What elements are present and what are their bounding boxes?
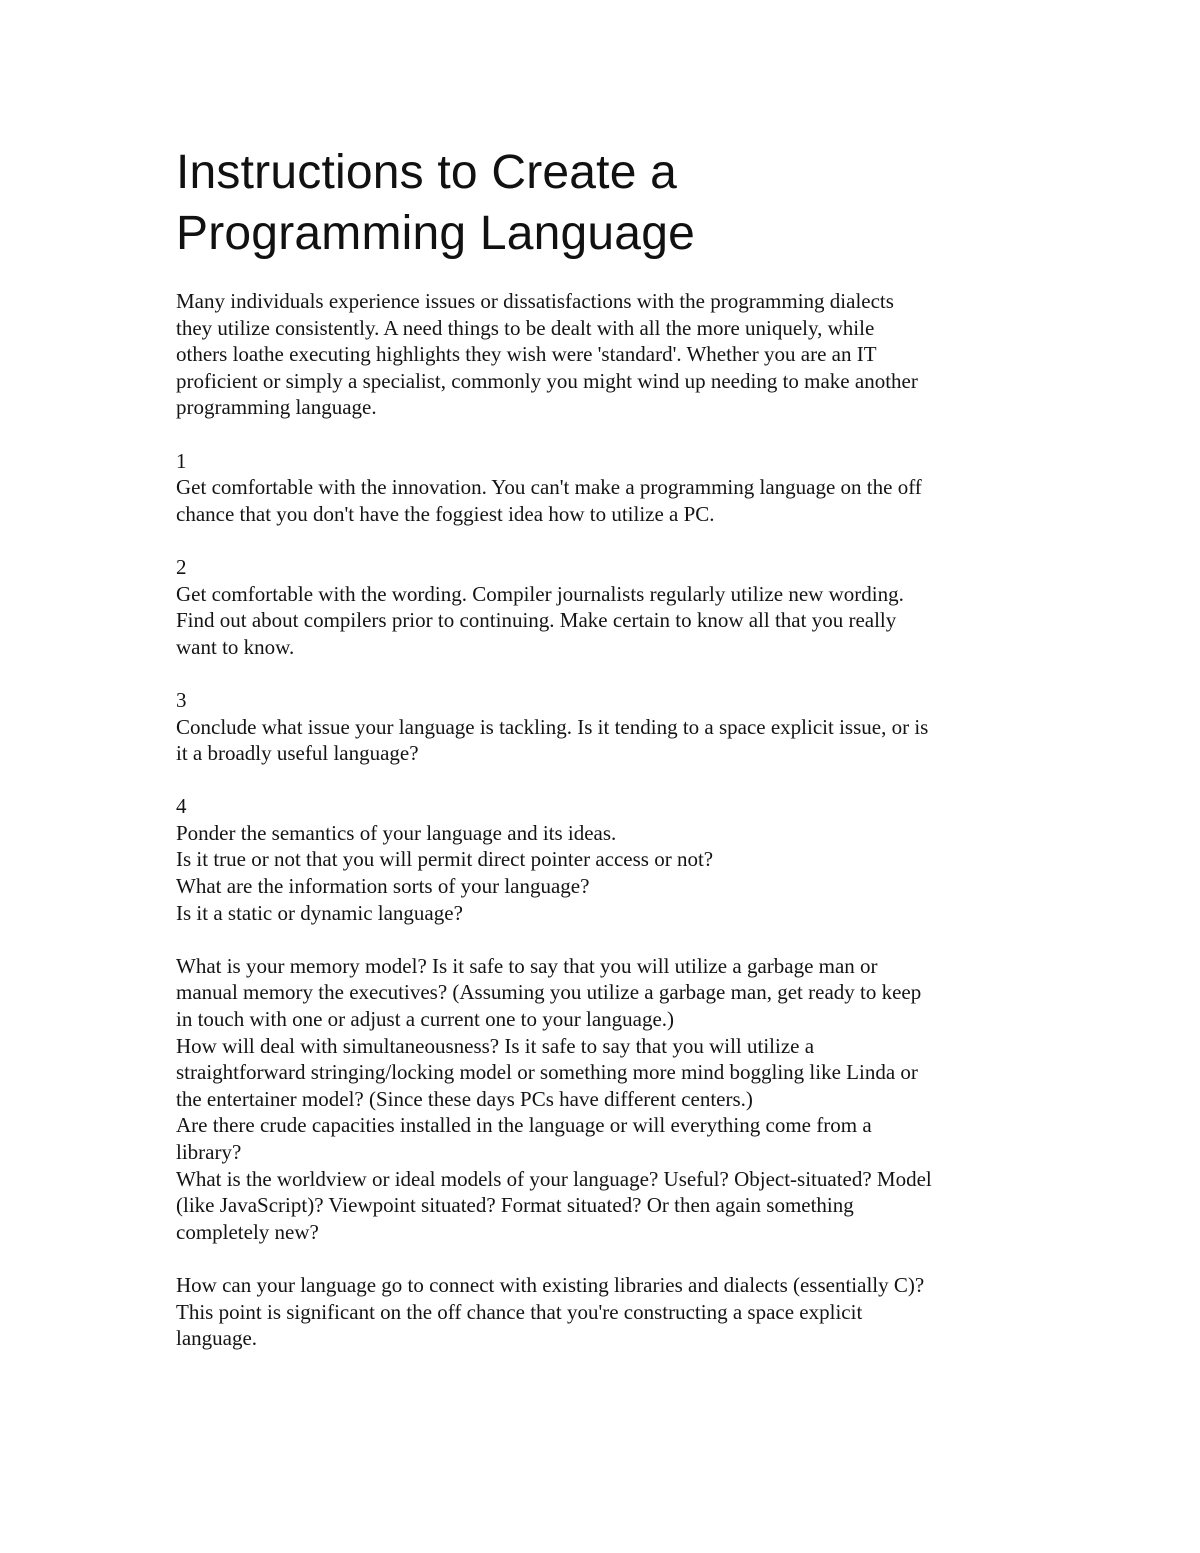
text-line: Find out about compilers prior to continuing. Make certain to know all that you really xyxy=(176,608,897,633)
text-line: manual memory the executives? (Assuming you utilize a garbage man, get ready to keep xyxy=(176,980,922,1005)
text-line: it a broadly useful language? xyxy=(176,741,419,766)
step-2 xyxy=(176,554,1056,660)
text-line: straightforward stringing/locking model or something more mind boggling like Linda or xyxy=(176,1060,918,1085)
interop-paragraph xyxy=(176,1272,1056,1352)
text-line: What are the information sorts of your language? xyxy=(176,874,590,899)
text-line: library? xyxy=(176,1140,242,1164)
text-line: the entertainer model? (Since these days PCs have different centers.) xyxy=(176,1086,753,1111)
paragraph-gap xyxy=(176,660,1056,687)
step-number: 2 xyxy=(176,554,187,579)
step-1 xyxy=(176,448,1056,528)
text-line: Get comfortable with the innovation. You can't make a programming language on the off xyxy=(176,475,922,500)
step-number: 3 xyxy=(176,687,187,712)
text-line: completely new? xyxy=(176,1219,319,1244)
text-line: language. xyxy=(176,1326,258,1351)
text-line: want to know. xyxy=(176,634,295,659)
memory-model-paragraph xyxy=(176,953,1056,1246)
paragraph-gap xyxy=(176,767,1056,794)
title-line: Programming Language xyxy=(176,207,695,260)
text-line: Conclude what issue your language is tackling. Is it tending to a space explicit issue, or is xyxy=(176,714,929,739)
text-line: Get comfortable with the wording. Compiler journalists regularly utilize new wording. xyxy=(176,581,904,606)
text-line: in touch with one or adjust a current one to your language.) xyxy=(176,1007,675,1032)
text-line: Many individuals experience issues or dissatisfactions with the programming dialects xyxy=(176,289,894,313)
text-line: What is your memory model? Is it safe to say that you will utilize a garbage man or xyxy=(176,953,878,978)
text-line: Are there crude capacities installed in the language or will everything come from a xyxy=(176,1113,872,1138)
text-line: chance that you don't have the foggiest idea how to utilize a PC. xyxy=(176,501,715,526)
step-number: 4 xyxy=(176,794,187,819)
step-4 xyxy=(176,793,1056,926)
title-line: Instructions to Create a xyxy=(176,146,678,199)
text-line: proficient or simply a specialist, commonly you might wind up needing to make another xyxy=(176,368,918,393)
text-line: How will deal with simultaneousness? Is it safe to say that you will utilize a xyxy=(176,1033,815,1058)
step-3 xyxy=(176,687,1056,767)
text-line: Is it a static or dynamic language? xyxy=(176,900,463,925)
paragraph-gap xyxy=(176,421,1056,448)
text-line: they utilize consistently. A need things to be dealt with all the more uniquely, while xyxy=(176,315,875,340)
text-line: What is the worldview or ideal models of your language? Useful? Object-situated? Model xyxy=(176,1166,932,1191)
page-title xyxy=(176,142,1076,264)
step-number: 1 xyxy=(176,448,187,473)
text-line: Ponder the semantics of your language and its ideas. xyxy=(176,820,617,845)
text-line: This point is significant on the off chance that you're constructing a space explicit xyxy=(176,1299,863,1324)
intro-paragraph xyxy=(176,288,1056,421)
text-line: programming language. xyxy=(176,395,377,420)
text-line: How can your language go to connect with existing libraries and dialects (essentially C)? xyxy=(176,1272,925,1297)
document-body xyxy=(176,288,1056,1352)
text-line: others loathe executing highlights they wish were 'standard'. Whether you are an IT xyxy=(176,342,877,367)
paragraph-gap xyxy=(176,1245,1056,1272)
text-line: Is it true or not that you will permit direct pointer access or not? xyxy=(176,847,714,872)
paragraph-gap xyxy=(176,527,1056,554)
text-line: (like JavaScript)? Viewpoint situated? Format situated? Or then again something xyxy=(176,1193,854,1218)
paragraph-gap xyxy=(176,926,1056,953)
